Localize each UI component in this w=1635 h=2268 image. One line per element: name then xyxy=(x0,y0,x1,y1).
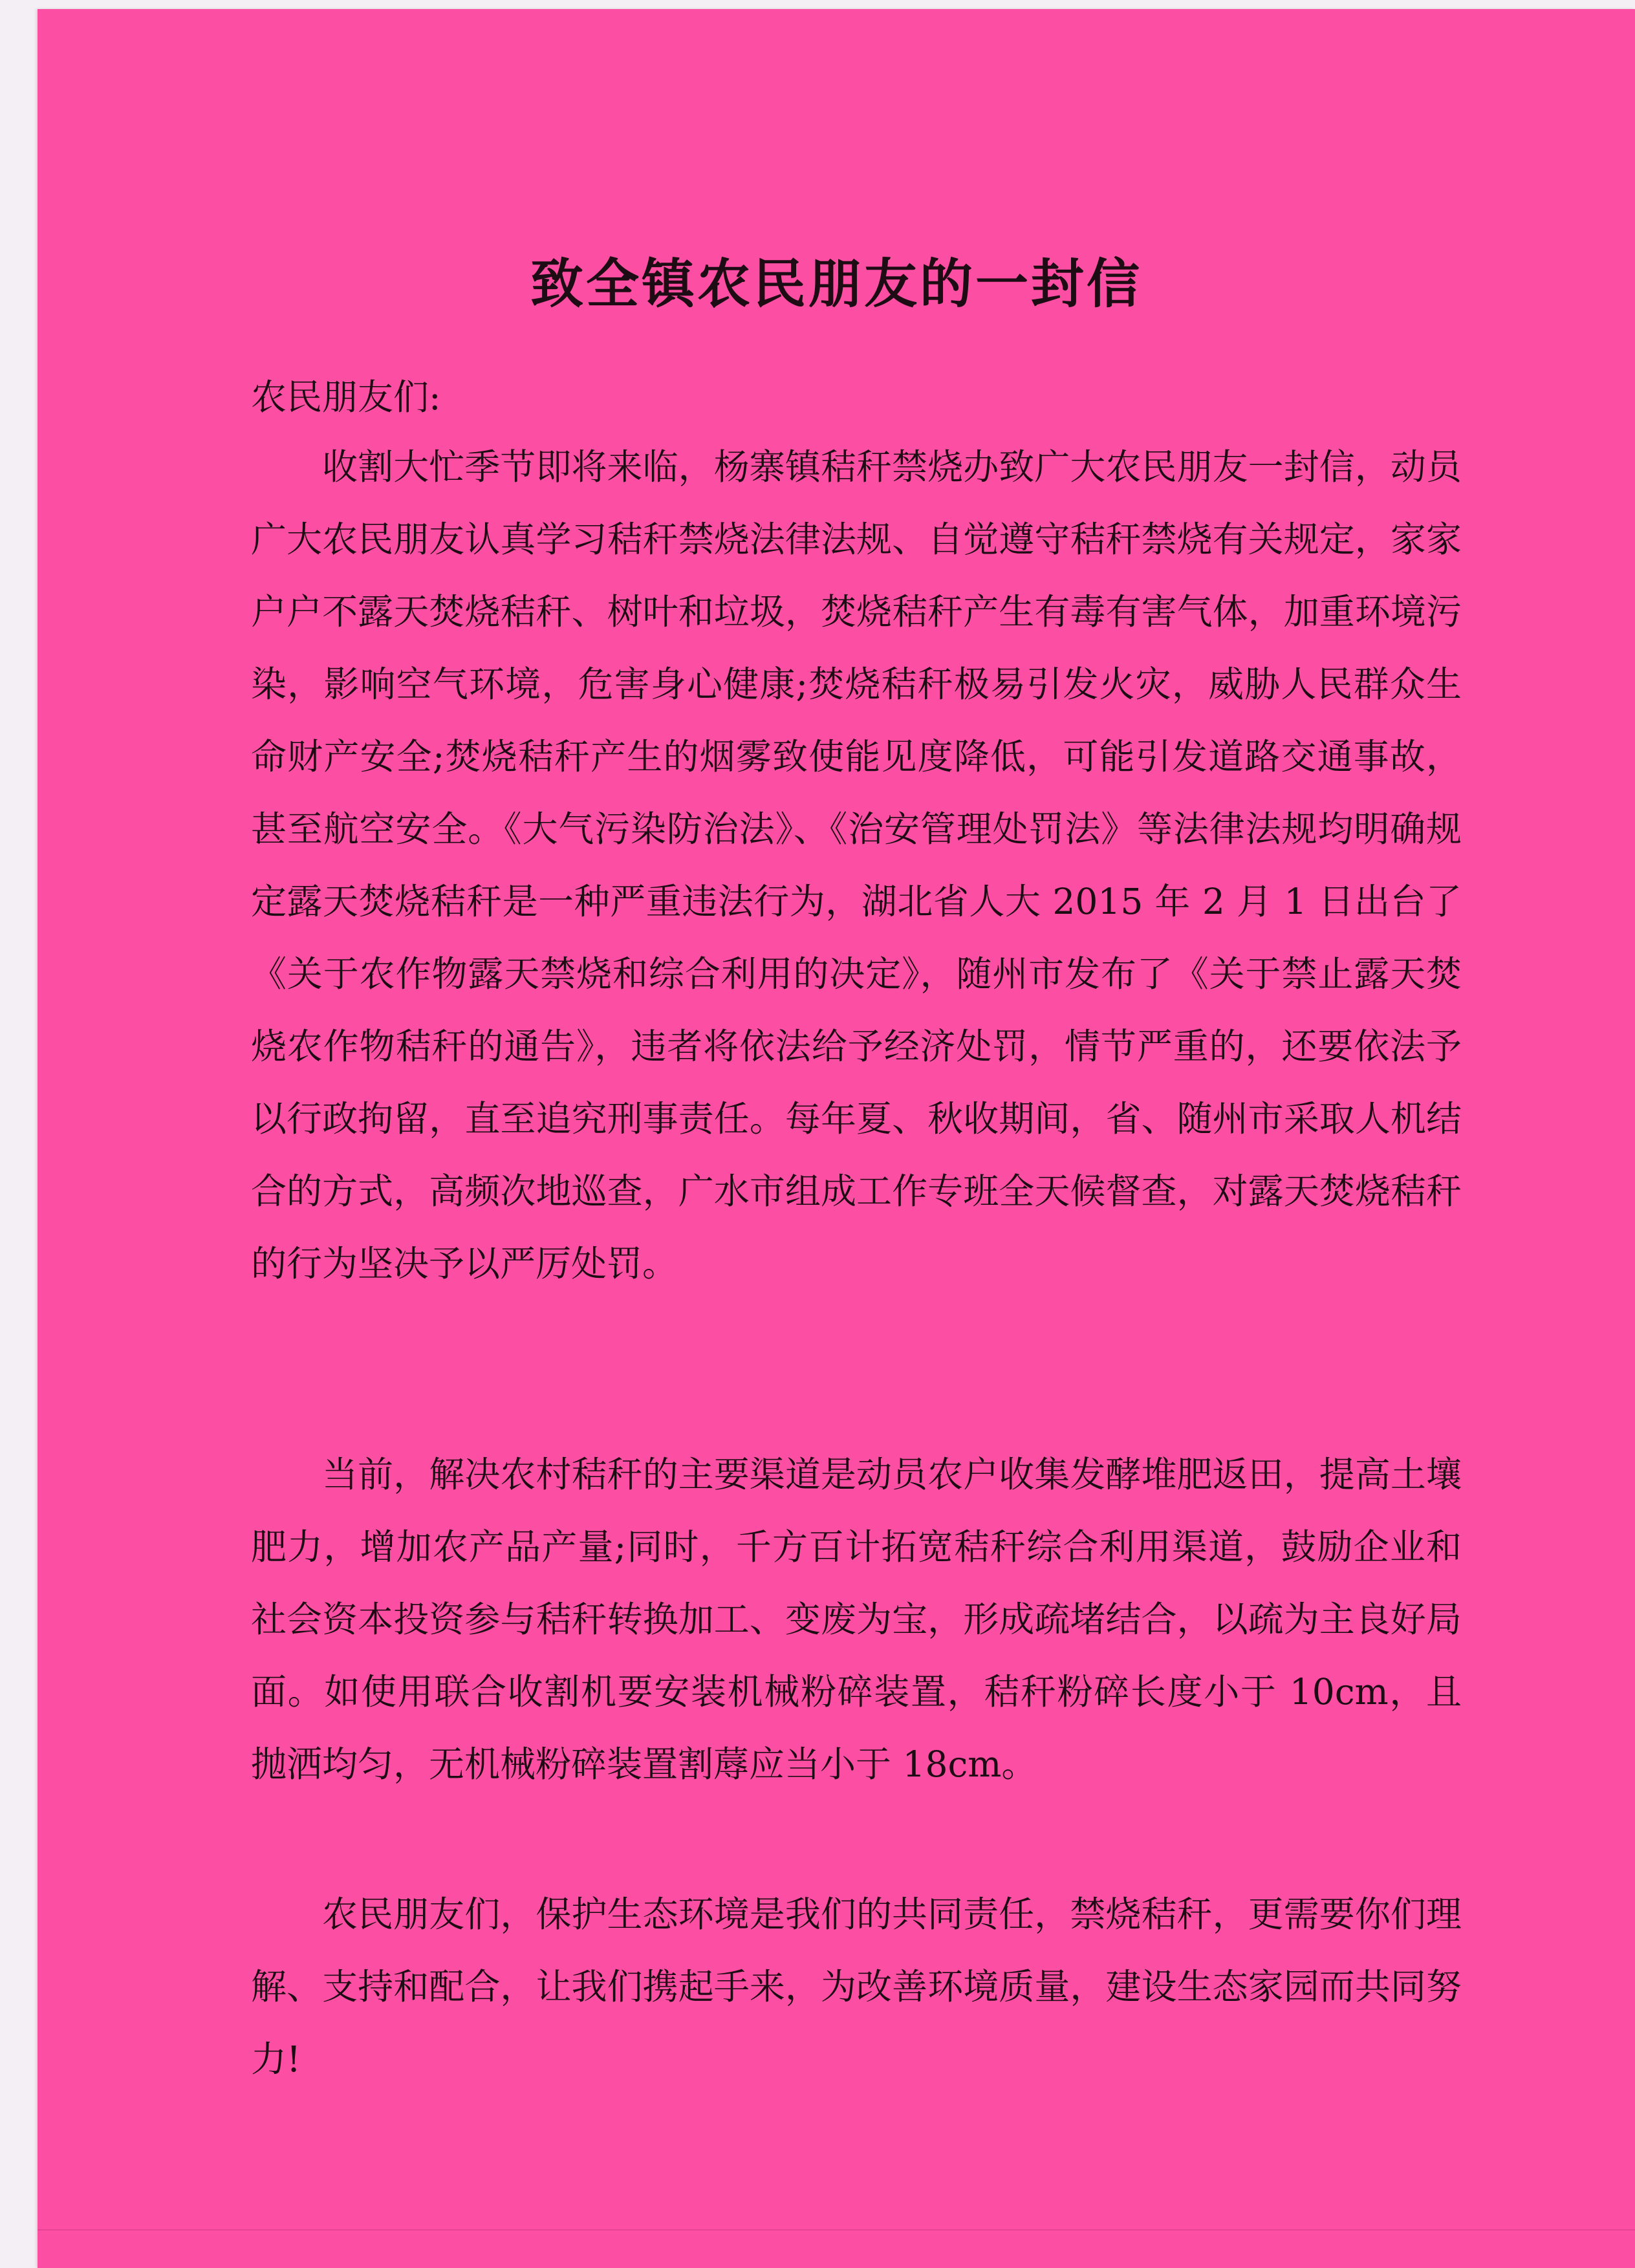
pink-letter-sheet xyxy=(38,9,1635,2268)
letter-paragraph-3: 农民朋友们，保护生态环境是我们的共同责任，禁烧秸秆，更需要你们理解、支持和配合，让我们携起手来，为改善环境质量，建设生态家园而共同努力! xyxy=(251,1894,1462,2080)
paper-fold-line xyxy=(38,2229,1635,2230)
letter-title: 致全镇农民朋友的一封信 xyxy=(530,253,1142,315)
letter-paragraph-1: 收割大忙季节即将来临，杨寨镇秸秆禁烧办致广大农民朋友一封信，动员广大农民朋友认真学习秸秆禁烧法律法规、自觉遵守秸秆禁烧有关规定，家家户户不露天焚烧秸秆、树叶和垃圾，焚烧秸秆产生有毒有害气体，加重环境污染，影响空气环境，危害身心健康;焚烧秸秆极易引发火灾，威胁人民群众生命财产安全;焚烧秸秆产生的烟雾致使能见度降低，可能引发道路交通事故，甚至航空安全。《大气污染防治法》、《治安管理处罚法》等法律法规均明确规定露天焚烧秸秆是一种严重违法行为，湖北省人大 2015 年 2 月 1 日出台了《关于农作物露天禁烧和综合利用的决定》，随州市发布了《关于禁止露天焚烧农作物秸秆的通告》，违者将依法给予经济处罚，情节严重的，还要依法予以行政拘留，直至追究刑事责任。每年夏、秋收期间，省、随州市采取人机结合的方式，高频次地巡查，广水市组成工作专班全天候督查，对露天焚烧秸秆的行为坚决予以严厉处罚。 xyxy=(251,446,1462,1284)
letter-salutation: 农民朋友们: xyxy=(251,376,441,418)
letter-paragraph-2: 当前，解决农村秸秆的主要渠道是动员农户收集发酵堆肥返田，提高土壤肥力，增加农产品产量;同时，千方百计拓宽秸秆综合利用渠道，鼓励企业和社会资本投资参与秸秆转换加工、变废为宝，形成疏堵结合，以疏为主良好局面。如使用联合收割机要安装机械粉碎装置，秸秆粉碎长度小于 10cm，且抛洒均匀，无机械粉碎装置割蓐应当小于 18cm。 xyxy=(251,1454,1462,1785)
